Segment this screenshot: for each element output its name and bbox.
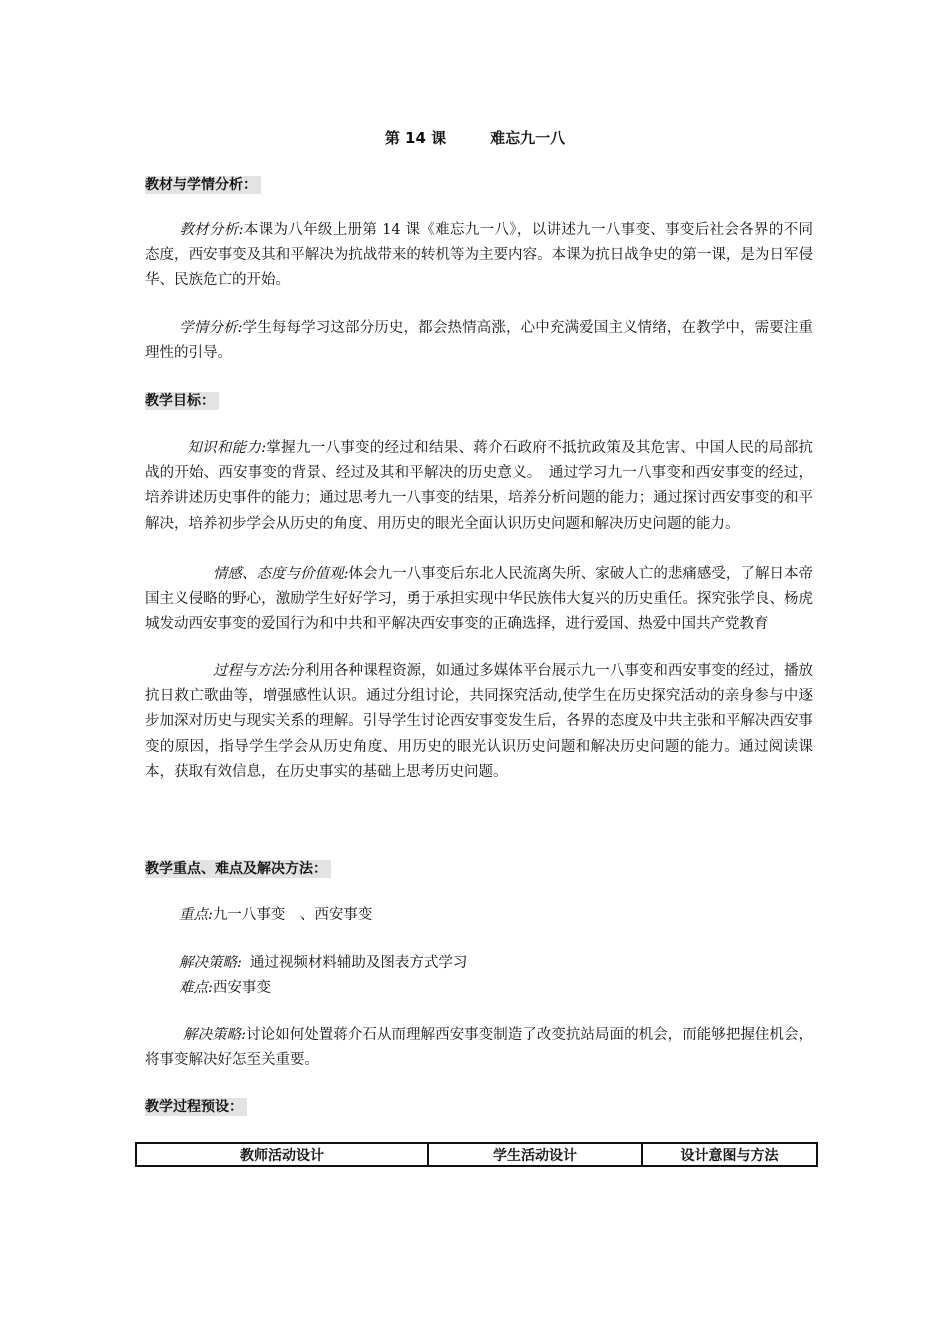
label-process-methods: 过程与方法: (213, 663, 291, 679)
section-heading-analysis: 教材与学情分析： (145, 176, 261, 194)
paragraph-focus (145, 903, 813, 928)
text-emotion-values: 体会九一八事变后东北人民流离失所、家破人亡的悲痛感受，了解日本帝国主义侵略的野心，激励学生好好学习，勇于承担实现中华民族伟大复兴的历史重任。探究张学良、杨虎城发动西安事变的爱国行为和中共和平解决西安事变的正确选择，进行爱国、热爱中国共产党教育 (145, 566, 813, 633)
page-title (0, 127, 950, 148)
label-student-analysis: 学情分析: (179, 320, 243, 336)
paragraph-strategy-1 (145, 951, 813, 976)
label-strategy-2: 解决策略: (183, 1027, 247, 1043)
label-focus: 重点: (179, 907, 213, 923)
section-heading-process: 教学过程预设： (145, 1098, 247, 1116)
column-header-design-intent: 设计意图与方法 (642, 1143, 817, 1166)
text-strategy-2: 讨论如何处置蒋介石从而理解西安事变制造了改变抗站局面的机会，而能够把握住机会，将事变解决好怎至关重要。 (145, 1027, 814, 1069)
label-strategy-1: 解决策略: (179, 955, 242, 971)
section-heading-objectives: 教学目标： (145, 392, 219, 410)
text-textbook-analysis: 本课为八年级上册第 14 课《难忘九一八》，以讲述九一八事变、事变后社会各界的不同态度，西安事变及其和平解决为抗战带来的转机等为主要内容。本课为抗日战争史的第一课，是为日军侵华、民族危亡的开始。 (145, 222, 813, 289)
text-student-analysis: 学生每每学习这部分历史，都会热情高涨，心中充满爱国主义情绪，在教学中，需要注重理性的引导。 (145, 320, 813, 362)
paragraph-process-methods (145, 659, 813, 785)
lesson-number: 第 14 课 (384, 129, 447, 147)
lesson-name: 难忘九一八 (490, 129, 566, 147)
column-header-student-activity: 学生活动设计 (428, 1143, 642, 1166)
text-strategy-1: 通过视频材料辅助及图表方式学习 (249, 955, 468, 971)
table-header-row (136, 1143, 817, 1166)
label-emotion-values: 情感、态度与价值观: (213, 566, 349, 582)
paragraph-knowledge-ability (145, 436, 813, 537)
paragraph-strategy-2 (145, 1023, 813, 1073)
paragraph-difficulty (145, 976, 813, 1001)
text-focus: 九一八事变 、西安事变 (212, 907, 373, 923)
teaching-process-table (135, 1142, 818, 1167)
text-difficulty: 西安事变 (212, 980, 271, 996)
paragraph-textbook-analysis (145, 218, 813, 294)
paragraph-student-analysis (145, 316, 813, 366)
text-knowledge-ability: 掌握九一八事变的经过和结果、蒋介石政府不抵抗政策及其危害、中国人民的局部抗战的开始、西安事变的背景、经过及其和平解决的历史意义。 通过学习九一八事变和西安事变的经过，培养讲述历史事件的能力；通过思考九一八事变的结果，培养分析问题的能力；通过探讨西安事变的和平解决，培养初步学会从历史的角度、用历史的眼光全面认识历史问题和解决历史问题的能力。 (145, 440, 813, 532)
paragraph-emotion-values (145, 562, 813, 638)
text-process-methods: 分利用各种课程资源，如通过多媒体平台展示九一八事变和西安事变的经过，播放抗日救亡歌曲等，增强感性认识。通过分组讨论，共同探究活动,使学生在历史探究活动的亲身参与中逐步加深对历史与现实关系的理解。引导学生讨论西安事变发生后，各界的态度及中共主张和平解决西安事变的原因，指导学生学会从历史角度、用历史的眼光认识历史问题和解决历史问题的能力。通过阅读课本，获取有效信息，在历史事实的基础上思考历史问题。 (145, 663, 814, 780)
label-textbook-analysis: 教材分析: (179, 222, 244, 238)
section-heading-keypoints: 教学重点、难点及解决方法： (145, 860, 331, 878)
label-difficulty: 难点: (179, 980, 213, 996)
label-knowledge-ability: 知识和能力: (187, 440, 267, 456)
column-header-teacher-activity: 教师活动设计 (136, 1143, 428, 1166)
